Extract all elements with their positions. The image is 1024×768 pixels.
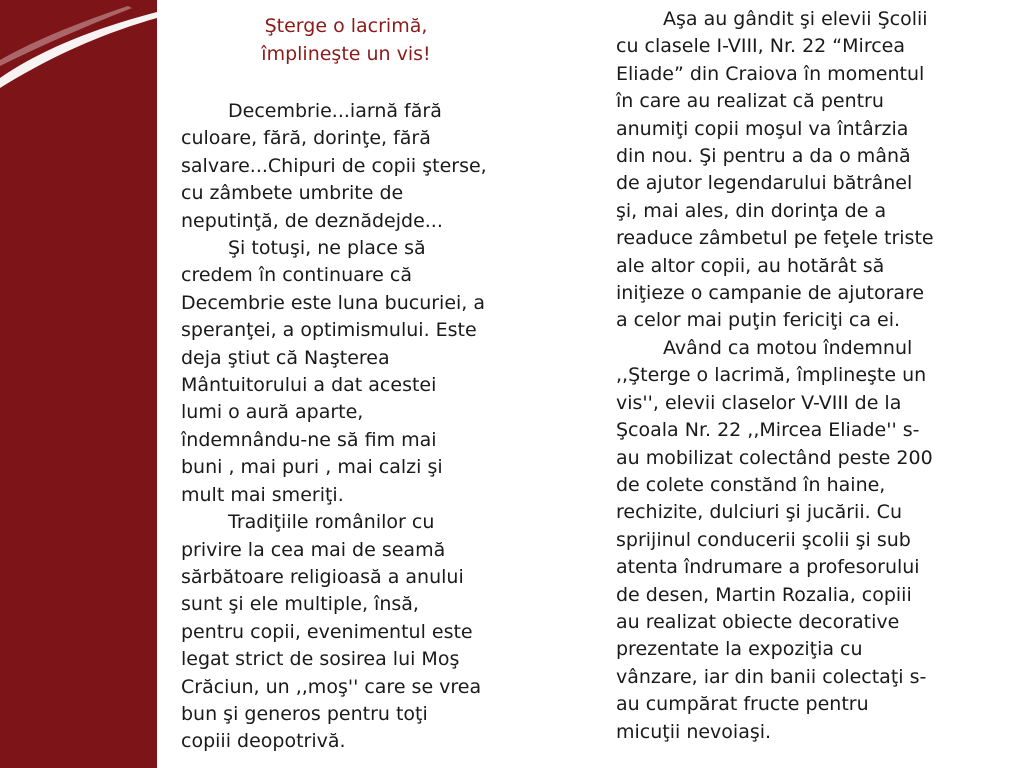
decorative-side-band xyxy=(0,0,157,768)
text-line: neputinţă, de deznădejde... xyxy=(181,209,443,232)
text-line: vânzare, iar din banii colectaţi s- xyxy=(616,665,927,688)
text-line: sprijinul conducerii şcolii şi sub xyxy=(616,528,911,551)
text-line: micuţii nevoiaşi. xyxy=(616,720,772,743)
text-line: copiii deopotrivă. xyxy=(181,730,346,753)
article-title-line: împlineşte un vis! xyxy=(261,43,431,65)
article-title-line: Şterge o lacrimă, xyxy=(264,15,428,37)
text-line: sunt şi ele multiple, însă, xyxy=(181,593,419,616)
text-line: cu zâmbete umbrite de xyxy=(181,182,404,205)
text-line: pentru copii, evenimentul este xyxy=(181,620,473,643)
article-title xyxy=(181,12,551,68)
text-line: mult mai smeriţi. xyxy=(181,483,344,506)
article-right-column xyxy=(616,6,1006,746)
text-line: iniţieze o campanie de ajutorare xyxy=(616,282,925,305)
text-line: au cumpărat fructe pentru xyxy=(616,693,869,716)
text-line: Aşa au gândit şi elevii Şcolii xyxy=(663,8,928,30)
text-line: culoare, fără, dorinţe, fără xyxy=(181,127,431,150)
text-line: şi, mai ales, din dorinţa de a xyxy=(616,199,887,222)
text-line: legat strict de sosirea lui Moş xyxy=(181,648,460,671)
text-line: au realizat obiecte decorative xyxy=(616,610,900,633)
left-column-text xyxy=(181,98,551,756)
text-line: îndemnându-ne să fim mai xyxy=(181,428,437,451)
text-line: rechizite, dulciuri şi jucării. Cu xyxy=(616,501,902,524)
text-line: privire la cea mai de seamă xyxy=(181,538,446,561)
text-line: prezentate la expoziţia cu xyxy=(616,638,863,661)
text-line: a celor mai puţin fericiţi ca ei. xyxy=(616,309,901,332)
text-line: Mântuitorului a dat acestei xyxy=(181,374,437,397)
text-line: Şcoala Nr. 22 ,,Mircea Eliade'' s- xyxy=(616,419,920,442)
swoosh-graphic xyxy=(0,0,157,768)
right-column-text xyxy=(616,6,1006,746)
text-line: readuce zâmbetul pe feţele triste xyxy=(616,227,934,250)
text-line: în care au realizat că pentru xyxy=(616,90,884,113)
text-line: bun şi generos pentru toţi xyxy=(181,702,428,725)
text-line: vis'', elevii claselor V-VIII de la xyxy=(616,391,902,414)
text-line: au mobilizat colectând peste 200 xyxy=(616,446,933,469)
text-line: de desen, Martin Rozalia, copiii xyxy=(616,583,912,606)
text-line: credem în continuare că xyxy=(181,264,412,287)
title-spacer xyxy=(181,68,551,98)
text-line: Decembrie este luna bucuriei, a xyxy=(181,291,486,314)
text-line: ale altor copii, au hotărât să xyxy=(616,254,885,277)
text-line: Decembrie...iarnă fără xyxy=(228,100,442,122)
text-line: deja ştiut că Naşterea xyxy=(181,346,390,369)
text-line: sărbătoare religioasă a anului xyxy=(181,565,464,588)
text-line: cu clasele I-VIII, Nr. 22 “Mircea xyxy=(616,35,905,58)
text-line: atenta îndrumare a profesorului xyxy=(616,556,920,579)
text-line: Crăciun, un ,,moş'' care se vrea xyxy=(181,675,482,698)
text-line: Şi totuşi, ne place să xyxy=(228,237,426,260)
text-line: lumi o aură aparte, xyxy=(181,401,364,424)
text-line: buni , mai puri , mai calzi şi xyxy=(181,456,443,479)
text-line: din nou. Şi pentru a da o mână xyxy=(616,145,911,168)
text-line: Tradiţiile românilor cu xyxy=(228,511,435,534)
text-line: anumiţi copii moşul va întârzia xyxy=(616,117,909,140)
text-line: de colete constănd în haine, xyxy=(616,473,886,496)
article-left-column xyxy=(181,12,551,756)
text-line: ,,Şterge o lacrimă, împlineşte un xyxy=(616,364,927,387)
band-fill xyxy=(0,0,157,768)
text-line: Având ca motou îndemnul xyxy=(663,336,913,359)
text-line: Eliade” din Craiova în momentul xyxy=(616,62,925,85)
text-line: salvare...Chipuri de copii şterse, xyxy=(181,154,487,177)
text-line: speranţei, a optimismului. Este xyxy=(181,319,477,342)
text-line: de ajutor legendarului bătrânel xyxy=(616,172,913,195)
